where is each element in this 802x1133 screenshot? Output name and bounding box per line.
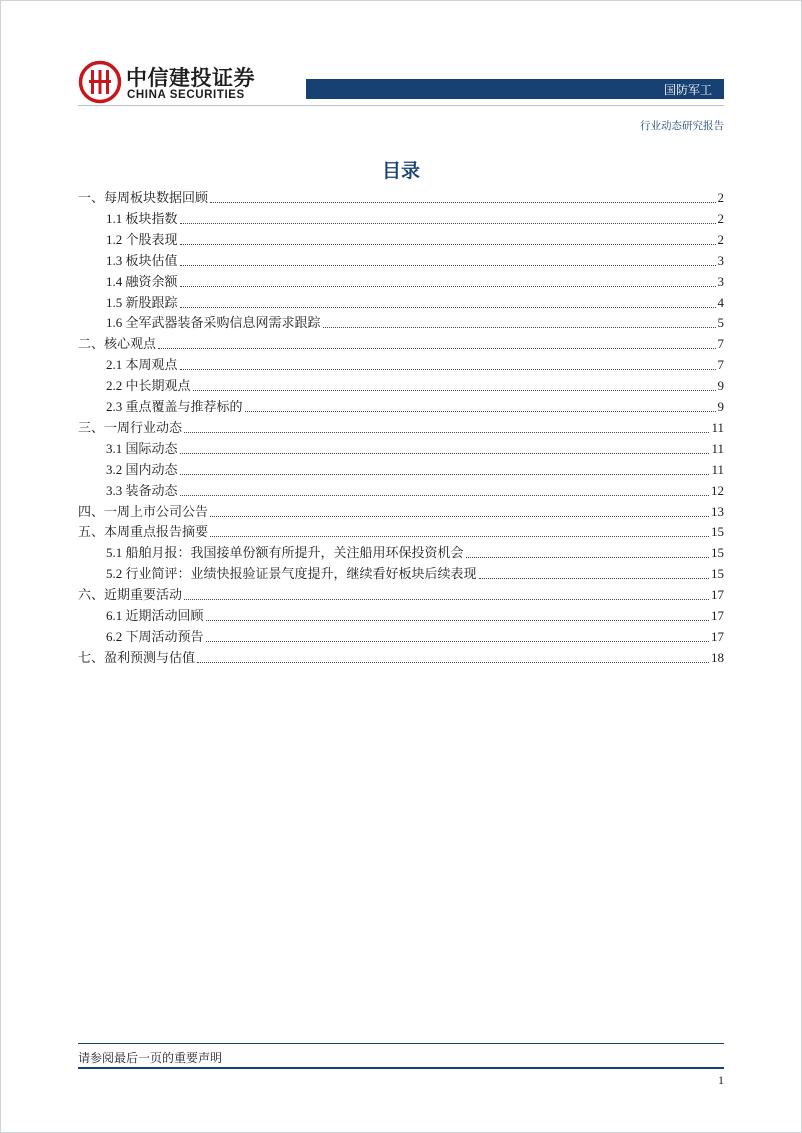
toc-entry-page: 9: [717, 399, 724, 414]
toc-entry-page: 3: [717, 273, 724, 289]
toc-entry-body: [78, 502, 711, 522]
toc-dot-leader: [210, 188, 715, 203]
toc-entry[interactable]: [78, 209, 724, 229]
toc-dot-leader: [193, 376, 716, 391]
toc-entry-page: 7: [717, 336, 724, 352]
toc-entry-page: 11: [711, 419, 724, 435]
toc-entry-body: [78, 397, 718, 417]
toc-entry-page: 12: [711, 482, 724, 498]
header-divider: [78, 105, 724, 106]
logo-chinese-name: 中信建投证券: [126, 66, 255, 90]
toc-entry-title: 5.1 船舶月报：我国接单份额有所提升，关注船用环保投资机会: [106, 545, 464, 561]
toc-entry-title: 四、一周上市公司公告: [78, 503, 209, 519]
toc-entry-page: 9: [717, 378, 724, 394]
toc-entry-body: [78, 585, 711, 605]
toc-entry-body: [78, 481, 711, 501]
toc-entry[interactable]: [78, 251, 724, 271]
toc-dot-leader: [206, 627, 709, 642]
sector-label: 国防军工: [663, 83, 712, 97]
company-logo: [78, 60, 254, 104]
toc-dot-leader: [180, 230, 716, 245]
toc-entry[interactable]: [78, 627, 724, 647]
toc-dot-leader: [210, 502, 709, 517]
toc-dot-leader: [197, 648, 709, 663]
toc-entry[interactable]: [78, 606, 724, 626]
toc-entry-title: 1.5 新股跟踪: [106, 294, 178, 310]
toc-dot-leader: [180, 355, 716, 370]
toc-entry-title: 6.1 近期活动回顾: [106, 608, 204, 623]
toc-dot-leader: [180, 251, 716, 266]
toc-entry[interactable]: [78, 543, 724, 563]
toc-entry-title: 5.2 行业简评：业绩快报验证景气度提升，继续看好板块后续表现: [106, 566, 477, 582]
toc-dot-leader: [180, 439, 710, 454]
toc-entry-title: 1.6 全军武器装备采购信息网需求跟踪: [106, 315, 321, 331]
toc-entry-title: 6.2 下周活动预告: [106, 628, 204, 644]
toc-dot-leader: [479, 564, 709, 579]
toc-dot-leader: [180, 293, 716, 308]
toc-entry-body: [78, 606, 711, 626]
footer-disclaimer: 请参阅最后一页的重要声明: [78, 1051, 223, 1065]
toc-entry-page: 7: [717, 357, 724, 373]
toc-dot-leader: [180, 272, 716, 287]
toc-entry[interactable]: [78, 585, 724, 605]
toc-entry-body: [78, 188, 718, 208]
toc-entry[interactable]: [78, 376, 724, 396]
toc-entry-page: 2: [717, 231, 724, 247]
toc-dot-leader: [323, 313, 716, 328]
toc-entry[interactable]: [78, 439, 724, 459]
toc-entry-page: 15: [711, 566, 724, 582]
toc-entry-page: 11: [711, 440, 724, 456]
toc-entry-body: [78, 209, 718, 229]
toc-entry-title: 1.2 个股表现: [106, 231, 178, 247]
toc-entry-page: 4: [717, 294, 724, 310]
toc-entry[interactable]: [78, 230, 724, 250]
toc-entry-body: [78, 439, 711, 459]
toc-entry-body: [78, 376, 718, 396]
toc-entry-body: [78, 313, 718, 333]
toc-entry[interactable]: [78, 397, 724, 417]
toc-entry[interactable]: [78, 313, 724, 333]
toc-entry-title: 3.3 装备动态: [106, 482, 178, 498]
page-number: 1: [718, 1073, 724, 1087]
toc-entry-title: 三、一周行业动态: [78, 419, 183, 435]
toc-entry[interactable]: [78, 188, 724, 208]
toc-title: 目录: [381, 160, 420, 182]
toc-entry-body: [78, 648, 711, 668]
toc-entry-title: 二、核心观点: [78, 336, 157, 352]
toc-entry-title: 2.2 中长期观点: [106, 378, 191, 394]
toc-entry-body: [78, 272, 718, 292]
toc-entry-title: 六、近期重要活动: [78, 587, 183, 603]
toc-dot-leader: [158, 334, 715, 349]
logo-english-name: CHINA SECURITIES: [127, 89, 245, 101]
toc-entry[interactable]: [78, 334, 724, 354]
toc-entry-title: 1.3 板块估值: [106, 252, 178, 268]
toc-entry-page: 15: [711, 524, 724, 540]
toc-entry-page: 13: [711, 503, 724, 519]
toc-entry-body: [78, 460, 711, 480]
toc-entry-body: [78, 334, 718, 354]
toc-dot-leader: [245, 397, 716, 412]
toc-dot-leader: [466, 543, 709, 558]
toc-dot-leader: [184, 418, 709, 433]
toc-entry-body: [78, 230, 718, 250]
toc-entry-title: 五、本周重点报告摘要: [78, 524, 209, 540]
toc-entry-title: 3.2 国内动态: [106, 461, 178, 477]
footer-divider-bottom: [78, 1067, 724, 1069]
toc-dot-leader: [180, 209, 716, 224]
toc-entry-title: 3.1 国际动态: [106, 440, 178, 456]
toc-entry-page: 17: [711, 628, 724, 644]
sector-banner: [306, 79, 724, 99]
toc-entry-page: 17: [711, 608, 724, 623]
toc-entry-title: 1.4 融资余额: [106, 273, 178, 289]
toc-entry[interactable]: [78, 648, 724, 668]
toc-entry-body: [78, 522, 711, 542]
toc-entry-page: 5: [717, 315, 724, 331]
toc-entry-body: [78, 355, 718, 375]
toc-entry-body: [78, 418, 711, 438]
toc-entry-body: [78, 251, 718, 271]
toc-entry[interactable]: [78, 355, 724, 375]
toc-entry-page: 2: [717, 210, 724, 226]
toc-entry-title: 一、每周板块数据回顾: [78, 190, 209, 205]
toc-entry[interactable]: [78, 502, 724, 522]
toc-dot-leader: [210, 522, 709, 537]
toc-entry-page: 3: [717, 252, 724, 268]
footer-divider-top: [78, 1043, 724, 1044]
toc-entry-title: 1.1 板块指数: [106, 210, 178, 226]
toc-entry-body: [78, 627, 711, 647]
toc-entry-page: 17: [711, 587, 724, 603]
toc-dot-leader: [184, 585, 709, 600]
toc-entry[interactable]: [78, 460, 724, 480]
toc-entry[interactable]: [78, 564, 724, 584]
toc-entry-page: 15: [711, 545, 724, 561]
toc-entry-body: [78, 564, 711, 584]
toc-entry[interactable]: [78, 418, 724, 438]
toc-dot-leader: [180, 481, 709, 496]
toc-entry-body: [78, 543, 711, 563]
toc-entry[interactable]: [78, 293, 724, 313]
toc-entry-page: 18: [711, 649, 724, 665]
report-type-label: 行业动态研究报告: [640, 120, 724, 132]
toc-entry[interactable]: [78, 481, 724, 501]
toc-entry-title: 2.1 本周观点: [106, 357, 178, 373]
toc-dot-leader: [180, 460, 710, 475]
toc-entry-page: 2: [717, 190, 724, 205]
toc-entry[interactable]: [78, 522, 724, 542]
toc-entry-body: [78, 293, 718, 313]
toc-entry-title: 2.3 重点覆盖与推荐标的: [106, 399, 243, 414]
toc-entry[interactable]: [78, 272, 724, 292]
toc-dot-leader: [206, 606, 709, 621]
toc-entry-title: 七、盈利预测与估值: [78, 649, 196, 665]
toc-entry-page: 11: [711, 461, 724, 477]
china-securities-logo-icon: [78, 60, 122, 104]
